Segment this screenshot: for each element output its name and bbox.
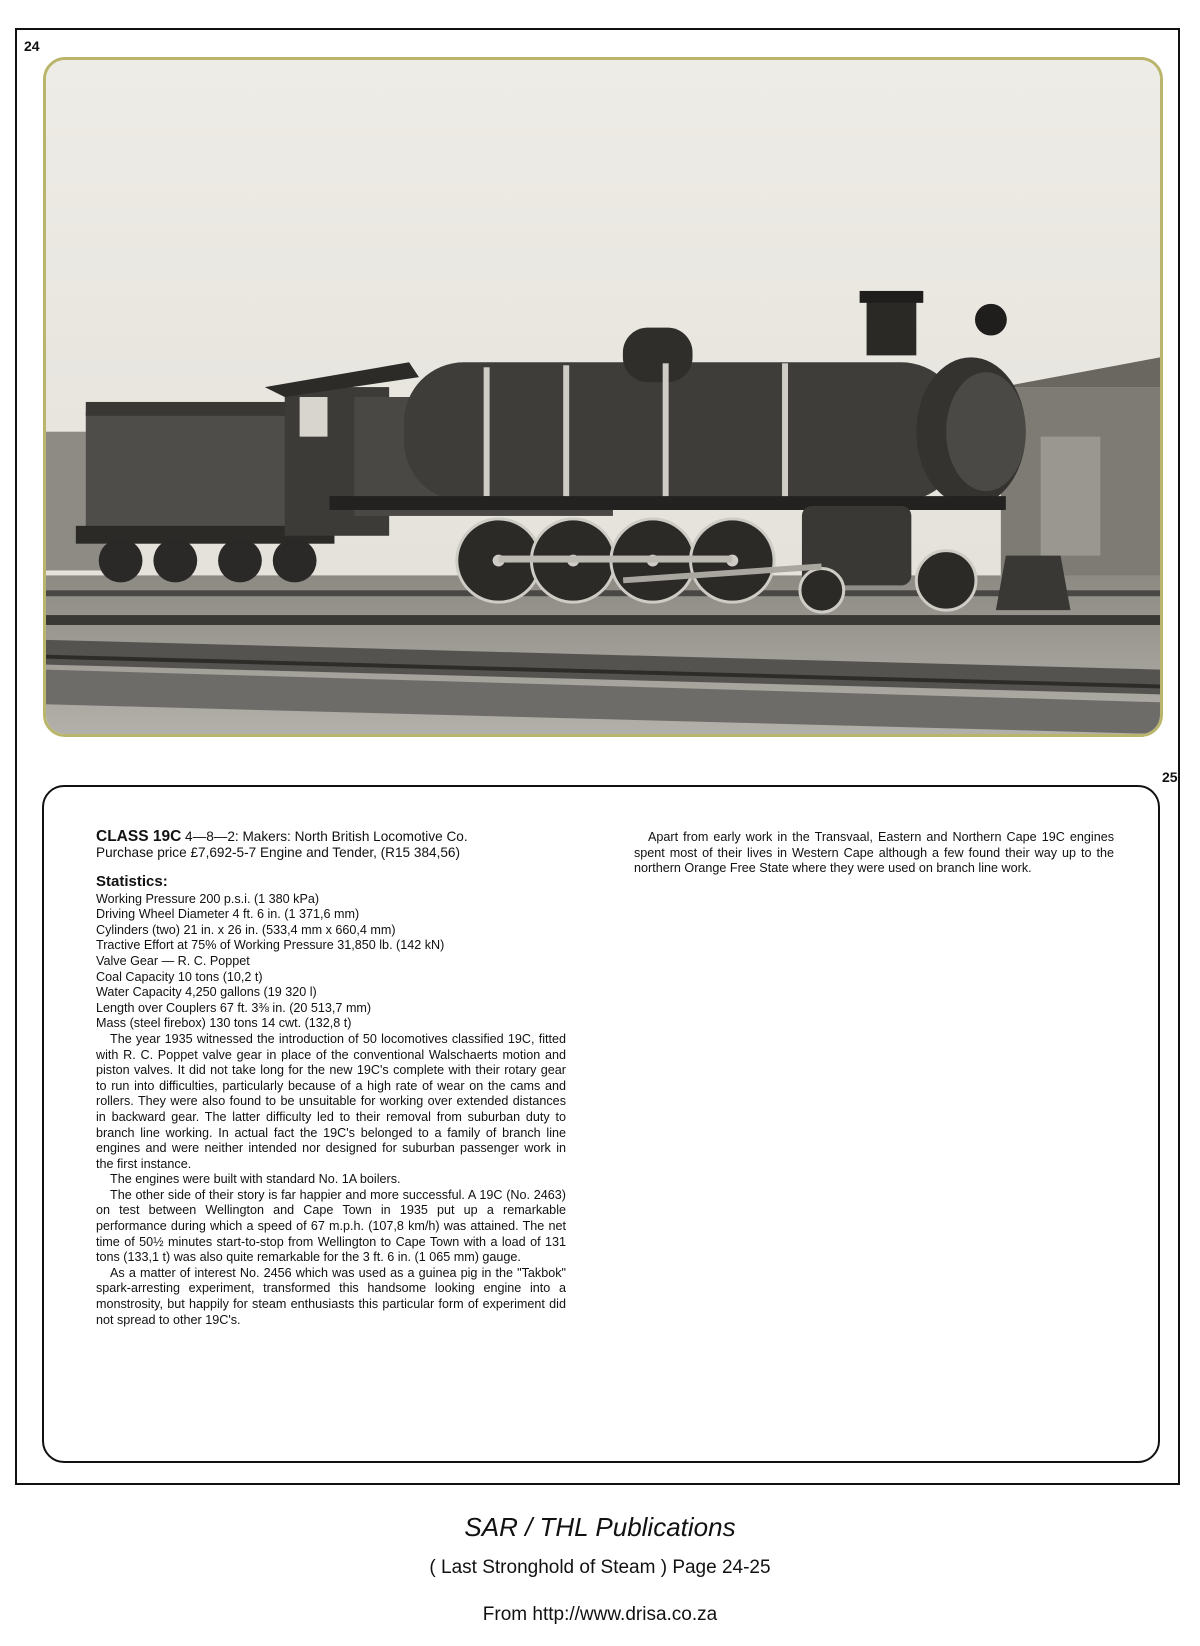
stat-line: Valve Gear — R. C. Poppet xyxy=(96,953,250,968)
right-column xyxy=(634,830,1114,877)
text-panel xyxy=(42,785,1160,1463)
locomotive-illustration xyxy=(46,60,1160,734)
class-label: CLASS 19C xyxy=(96,828,182,845)
stat-line: Coal Capacity 10 tons (10,2 t) xyxy=(96,969,263,984)
body-paragraph: As a matter of interest No. 2456 which was used as a guinea pig in the "Takbok" spark-arresting experiment, transformed this handsome looking engine into a monstrosity, but happily for steam enthusiasts this particular form of experiment did not spread to other 19C's. xyxy=(96,1265,566,1327)
left-column xyxy=(96,829,566,1328)
stat-line: Driving Wheel Diameter 4 ft. 6 in. (1 371,6 mm) xyxy=(96,907,360,922)
body-paragraph: The other side of their story is far happier and more successful. A 19C (No. 2463) on test between Wellington and Cape Town in 1935 put up a remarkable performance during which a speed of 67 m.p.h. (107,8 km/h) was attained. The net time of 50½ minutes start-to-stop from Wellington to Cape Town with a load of 131 tons (133,1 t) was also quite remarkable for the 3 ft. 6 in. (1 065 mm) gauge. xyxy=(96,1187,566,1265)
footer-title: SAR / THL Publications xyxy=(464,1512,736,1542)
page-number-left: 24 xyxy=(24,38,40,54)
footer-subtitle: ( Last Stronghold of Steam ) Page 24-25 xyxy=(429,1557,771,1578)
stat-line: Working Pressure 200 p.s.i. (1 380 kPa) xyxy=(96,891,320,906)
stat-line: Length over Couplers 67 ft. 3⅜ in. (20 513,7 mm) xyxy=(96,1000,372,1015)
stat-line: Water Capacity 4,250 gallons (19 320 l) xyxy=(96,985,317,1000)
footer-source-link[interactable]: From http://www.drisa.co.za xyxy=(482,1604,718,1625)
body-paragraph: The year 1935 witnessed the introduction of 50 locomotives classified 19C, fitted with R. C. Poppet valve gear in place of the conventional Walschaerts motion and piston valves. It did not take long for the new 19C's complete with their rotary gear to run into difficulties, particularly because of a high rate of wear on the cams and rollers. They were also found to be unsuitable for working over extended distances in backward gear. The latter difficulty led to their removal from suburban duty to branch line working. In actual fact the 19C's belonged to a family of branch line engines and were neither intended nor designed for suburban passenger work in the first instance. xyxy=(96,1031,566,1171)
purchase-price: Purchase price £7,692-5-7 Engine and Tender, (R15 384,56) xyxy=(96,845,461,860)
right-paragraph: Apart from early work in the Transvaal, Eastern and Northern Cape 19C engines spent most of their lives in Western Cape although a few found their way up to the northern Orange Free State where they were used on branch line work. xyxy=(634,830,1114,876)
stat-line: Tractive Effort at 75% of Working Pressure 31,850 lb. (142 kN) xyxy=(96,938,445,953)
class-detail: 4—8—2: Makers: North British Locomotive Co. xyxy=(181,829,468,844)
locomotive-photo xyxy=(43,57,1163,737)
statistics-title: Statistics: xyxy=(96,873,168,890)
page-number-right: 25 xyxy=(1162,769,1178,785)
class-heading xyxy=(96,829,566,845)
stat-line: Mass (steel firebox) 130 tons 14 cwt. (132,8 t) xyxy=(96,1016,352,1031)
stat-line: Cylinders (two) 21 in. x 26 in. (533,4 mm x 660,4 mm) xyxy=(96,922,396,937)
body-paragraph: The engines were built with standard No. 1A boilers. xyxy=(110,1172,401,1187)
